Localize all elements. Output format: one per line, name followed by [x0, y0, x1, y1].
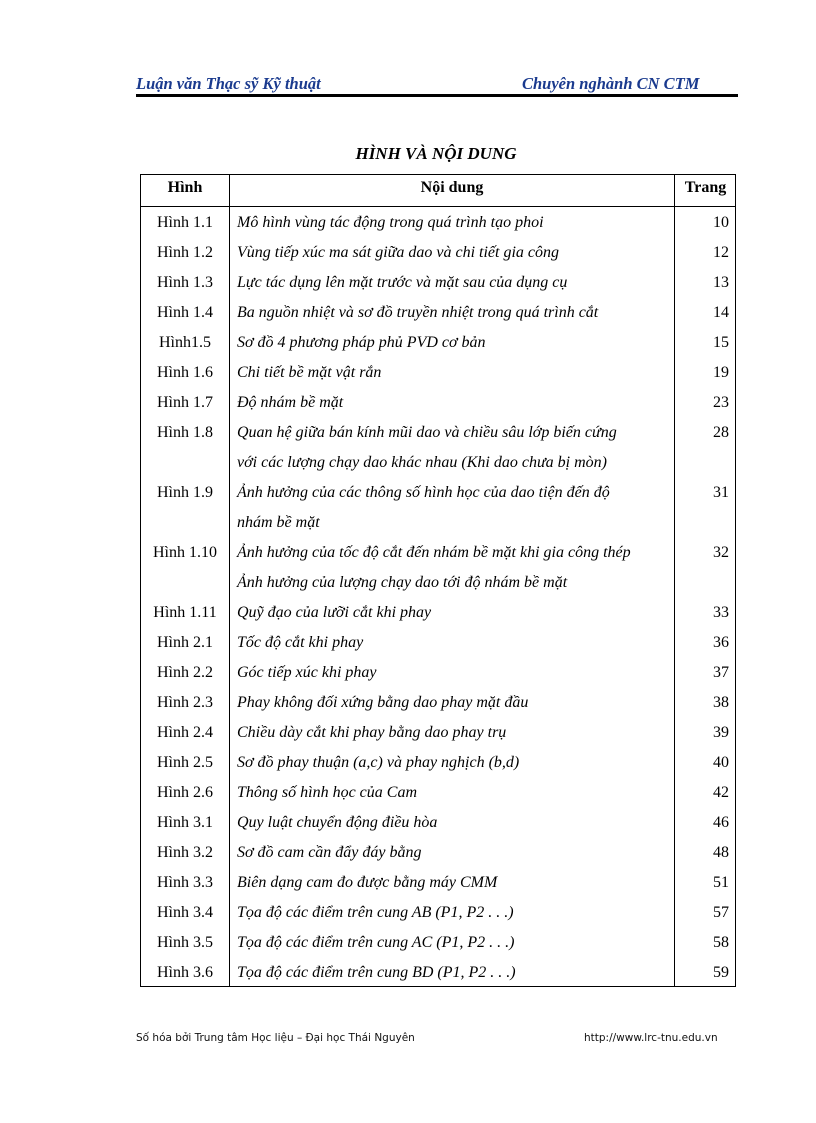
row-figure: Hình 1.6 — [157, 364, 213, 381]
row-content: nhám bề mặt — [237, 514, 320, 531]
row-content: Vùng tiếp xúc ma sát giữa dao và chi tiết gia công — [237, 244, 559, 261]
table-row — [141, 388, 735, 418]
row-page: 12 — [713, 244, 729, 261]
table-row — [141, 598, 735, 628]
row-figure: Hình 1.7 — [157, 394, 213, 411]
row-content: Quy luật chuyển động điều hòa — [237, 814, 438, 831]
table-row — [141, 268, 735, 298]
row-content: Ảnh hưởng của lượng chạy dao tới độ nhám bề mặt — [237, 574, 568, 591]
row-figure: Hình1.5 — [159, 334, 211, 351]
table-row — [141, 568, 735, 598]
row-figure: Hình 1.2 — [157, 244, 213, 261]
row-page: 51 — [713, 874, 729, 891]
row-page: 19 — [713, 364, 729, 381]
table-row — [141, 508, 735, 538]
table-row — [141, 658, 735, 688]
row-page: 32 — [713, 544, 729, 561]
header-rule — [136, 94, 738, 97]
footer-right: http://www.lrc-tnu.edu.vn — [584, 1032, 718, 1044]
row-figure: Hình 1.1 — [157, 214, 213, 231]
header-page: Trang — [684, 179, 727, 196]
row-content: Góc tiếp xúc khi phay — [237, 664, 377, 681]
row-content: Biên dạng cam đo được bằng máy CMM — [237, 874, 498, 891]
row-page: 46 — [713, 814, 729, 831]
table-row — [141, 688, 735, 718]
row-content: Độ nhám bề mặt — [237, 394, 344, 411]
table-row — [141, 448, 735, 478]
row-figure: Hình 3.3 — [157, 874, 213, 891]
row-figure: Hình 2.4 — [157, 724, 213, 741]
table-row — [141, 628, 735, 658]
header-content: Nội dung — [420, 179, 484, 196]
row-content: Chi tiết bề mặt vật rắn — [237, 364, 382, 381]
row-page: 10 — [713, 214, 729, 231]
row-figure: Hình 3.4 — [157, 904, 213, 921]
row-figure: Hình 1.11 — [153, 604, 217, 621]
row-figure: Hình 1.10 — [153, 544, 217, 561]
row-content: với các lượng chạy dao khác nhau (Khi dao chưa bị mòn) — [237, 454, 608, 471]
table-row — [141, 868, 735, 898]
row-figure: Hình 1.4 — [157, 304, 213, 321]
row-page: 15 — [713, 334, 729, 351]
row-page: 36 — [713, 634, 729, 651]
row-content: Tốc độ cắt khi phay — [237, 634, 364, 651]
row-content: Sơ đồ 4 phương pháp phủ PVD cơ bản — [237, 334, 486, 351]
row-content: Quan hệ giữa bán kính mũi dao và chiều sâu lớp biến cứng — [237, 424, 617, 441]
row-content: Ảnh hưởng của các thông số hình học của dao tiện đến độ — [237, 484, 610, 501]
row-content: Thông số hình học của Cam — [237, 784, 417, 801]
row-page: 37 — [713, 664, 729, 681]
row-page: 38 — [713, 694, 729, 711]
row-page: 13 — [713, 274, 729, 291]
row-content: Lực tác dụng lên mặt trước và mặt sau của dụng cụ — [237, 274, 568, 291]
table-row — [141, 898, 735, 928]
row-content: Tọa độ các điểm trên cung AC (P1, P2 . . .) — [237, 934, 515, 951]
row-figure: Hình 3.6 — [157, 964, 213, 981]
row-content: Sơ đồ phay thuận (a,c) và phay nghịch (b,d) — [237, 754, 520, 771]
row-content: Mô hình vùng tác động trong quá trình tạo phoi — [237, 214, 544, 231]
table-row — [141, 808, 735, 838]
row-figure: Hình 2.2 — [157, 664, 213, 681]
header-divider — [141, 206, 735, 207]
row-page: 48 — [713, 844, 729, 861]
table-row — [141, 928, 735, 958]
row-page: 14 — [713, 304, 729, 321]
header-figure: Hình — [167, 179, 203, 196]
row-figure: Hình 1.9 — [157, 484, 213, 501]
row-figure: Hình 1.3 — [157, 274, 213, 291]
table-row — [141, 478, 735, 508]
table-row — [141, 208, 735, 238]
row-figure: Hình 2.1 — [157, 634, 213, 651]
table-row — [141, 298, 735, 328]
table-row — [141, 358, 735, 388]
row-content: Ba nguồn nhiệt và sơ đồ truyền nhiệt trong quá trình cắt — [237, 304, 599, 321]
row-page: 28 — [713, 424, 729, 441]
row-content: Sơ đồ cam cần đẩy đáy bằng — [237, 844, 422, 861]
row-page: 58 — [713, 934, 729, 951]
row-content: Chiều dày cắt khi phay bằng dao phay trụ — [237, 724, 507, 741]
table-row — [141, 748, 735, 778]
table-row — [141, 718, 735, 748]
row-content: Tọa độ các điểm trên cung AB (P1, P2 . . .) — [237, 904, 514, 921]
row-content: Ảnh hưởng của tốc độ cắt đến nhám bề mặt khi gia công thép — [237, 544, 631, 561]
row-content: Quỹ đạo của lưỡi cắt khi phay — [237, 604, 432, 621]
table-row — [141, 958, 735, 988]
row-figure: Hình 2.5 — [157, 754, 213, 771]
page-title: HÌNH VÀ NỘI DUNG — [355, 144, 517, 163]
row-content: Phay không đối xứng bằng dao phay mặt đầu — [237, 694, 529, 711]
row-page: 31 — [713, 484, 729, 501]
header-right-title: Chuyên nghành CN CTM — [522, 74, 700, 93]
row-figure: Hình 1.8 — [157, 424, 213, 441]
row-content: Tọa độ các điểm trên cung BD (P1, P2 . . .) — [237, 964, 516, 981]
row-page: 57 — [713, 904, 729, 921]
table-row — [141, 778, 735, 808]
row-figure: Hình 3.2 — [157, 844, 213, 861]
row-figure: Hình 3.1 — [157, 814, 213, 831]
row-page: 33 — [713, 604, 729, 621]
row-figure: Hình 2.6 — [157, 784, 213, 801]
table-row — [141, 328, 735, 358]
table-row — [141, 838, 735, 868]
table-row — [141, 538, 735, 568]
footer-left: Số hóa bởi Trung tâm Học liệu – Đại học Thái Nguyên — [136, 1032, 415, 1044]
row-page: 59 — [713, 964, 729, 981]
table-row — [141, 238, 735, 268]
row-page: 23 — [713, 394, 729, 411]
header-left-title: Luận văn Thạc sỹ Kỹ thuật — [136, 74, 321, 93]
figure-table — [140, 174, 736, 987]
row-figure: Hình 2.3 — [157, 694, 213, 711]
row-page: 42 — [713, 784, 729, 801]
row-figure: Hình 3.5 — [157, 934, 213, 951]
row-page: 40 — [713, 754, 729, 771]
row-page: 39 — [713, 724, 729, 741]
table-row — [141, 418, 735, 448]
